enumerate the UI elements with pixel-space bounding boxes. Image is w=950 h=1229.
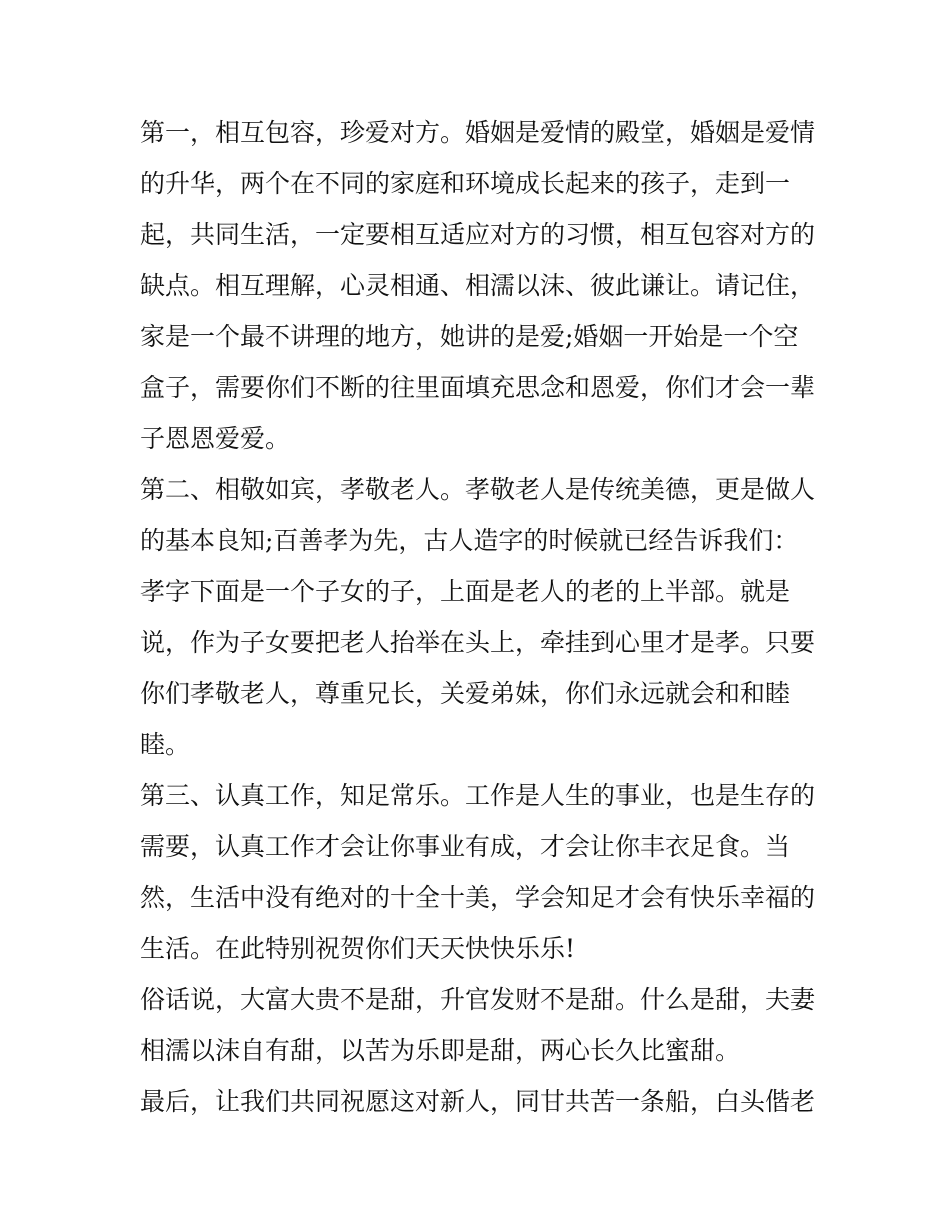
paragraph-line: 家是一个最不讲理的地方，她讲的是爱;婚姻一开始是一个空 <box>140 322 799 351</box>
paragraph-line: 孝字下面是一个子女的子，上面是老人的老的上半部。就是 <box>140 577 791 606</box>
paragraph-work-contentment <box>140 770 820 974</box>
paragraph-line: 你们孝敬老人，尊重兄长，关爱弟妹，你们永远就会和和睦 <box>140 679 791 708</box>
paragraph-line: 最后，让我们共同祝愿这对新人，同甘共苦一条船，白头偕老 <box>140 1087 816 1116</box>
paragraph-line: 生活。在此特别祝贺你们天天快快乐乐! <box>140 934 576 963</box>
paragraph-proverb <box>140 974 820 1076</box>
paragraph-line: 缺点。相互理解，心灵相通、相濡以沫、彼此谦让。请记住， <box>140 271 816 300</box>
paragraph-line: 的升华，两个在不同的家庭和环境成长起来的孩子，走到一 <box>140 169 791 198</box>
paragraph-line: 然，生活中没有绝对的十全十美，学会知足才会有快乐幸福的 <box>140 883 816 912</box>
paragraph-line: 盒子，需要你们不断的往里面填充思念和恩爱，你们才会一辈 <box>140 373 816 402</box>
paragraph-line: 睦。 <box>140 730 191 759</box>
paragraph-line: 第一，相互包容，珍爱对方。婚姻是爱情的殿堂，婚姻是爱情 <box>140 118 816 147</box>
paragraph-line: 俗话说，大富大贵不是甜，升官发财不是甜。什么是甜，夫妻 <box>140 985 816 1014</box>
paragraph-line: 第三、认真工作，知足常乐。工作是人生的事业，也是生存的 <box>140 781 816 810</box>
paragraph-line: 说，作为子女要把老人抬举在头上，牵挂到心里才是孝。只要 <box>140 628 816 657</box>
paragraph-respect-elders <box>140 464 820 770</box>
paragraph-line: 的基本良知;百善孝为先，古人造字的时候就已经告诉我们： <box>140 526 799 555</box>
paragraph-line: 相濡以沫自有甜，以苦为乐即是甜，两心长久比蜜甜。 <box>140 1036 741 1065</box>
paragraph-line: 起，共同生活，一定要相互适应对方的习惯，相互包容对方的 <box>140 220 816 249</box>
paragraph-line: 需要，认真工作才会让你事业有成，才会让你丰衣足食。当 <box>140 832 791 861</box>
paragraph-tolerance <box>140 107 820 464</box>
paragraph-line: 子恩恩爱爱。 <box>140 424 291 453</box>
paragraph-closing <box>140 1076 820 1127</box>
paragraph-line: 第二、相敬如宾，孝敬老人。孝敬老人是传统美德，更是做人 <box>140 475 816 504</box>
document-body <box>140 107 820 1127</box>
